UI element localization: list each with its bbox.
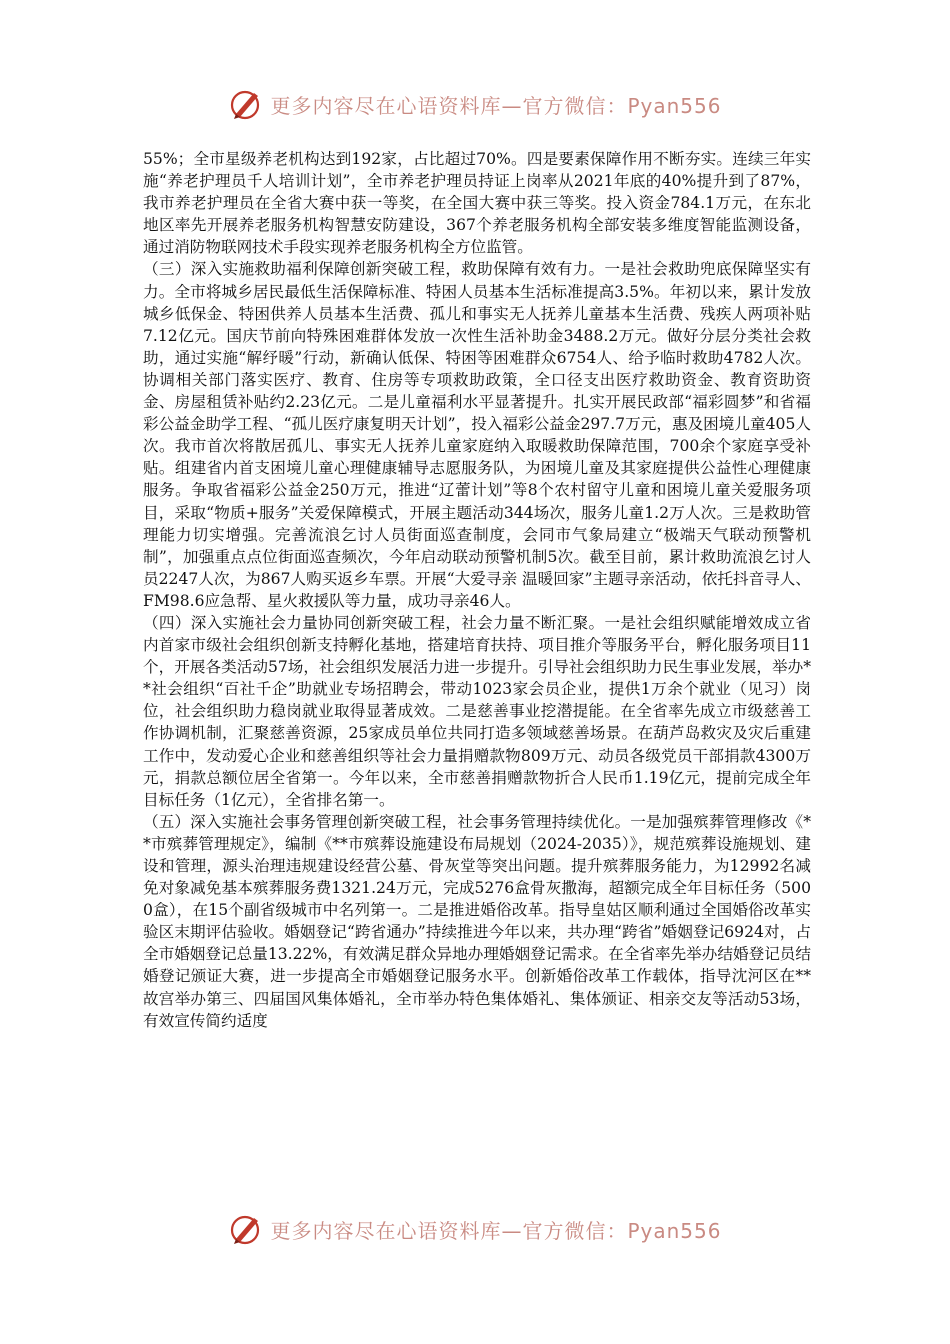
- paragraph-social-forces: （四）深入实施社会力量协同创新突破工程，社会力量不断汇聚。一是社会组织赋能增效成立省内首家市级社会组织创新支持孵化基地，搭建培育扶持、项目推介等服务平台，孵化服务项目11个，开展各类活动57场，社会组织发展活力进一步提升。引导社会组织助力民生事业发展，举办**社会组织“百社千企”助就业专场招聘会，带动1023家会员企业，提供1万余个就业（见习）岗位，社会组织助力稳岗就业取得显著成效。二是慈善事业挖潜提能。在全省率先成立市级慈善工作协调机制，汇聚慈善资源，25家成员单位共同打造多领域慈善场景。在葫芦岛救灾及灾后重建工作中，发动爱心企业和慈善组织等社会力量捐赠款物809万元、动员各级党员干部捐款4300万元，捐款总额位居全省第一。今年以来，全市慈善捐赠款物折合人民币1.19亿元，提前完成全年目标任务（1亿元），全省排名第一。: [143, 613, 811, 809]
- pen-in-circle-logo: [228, 1211, 264, 1247]
- banner-text: 更多内容尽在心语资料库—官方微信：Pyan556: [270, 1218, 722, 1243]
- paragraph-elderly-care: 55%；全市星级养老机构达到192家，占比超过70%。四是要素保障作用不断夯实。连续三年实施“养老护理员千人培训计划”，全市养老护理员持证上岗率从2021年底的40%提升到了87%，我市养老护理员在全省大赛中获一等奖，在全国大赛中获三等奖。投入资金784.1万元，在东北地区率先开展养老服务机构智慧安防建设，367个养老服务机构全部安装多维度智能监测设备，通过消防物联网技术手段实现养老服务机构全方位监管。: [143, 150, 811, 257]
- banner-text: 更多内容尽在心语资料库—官方微信：Pyan556: [270, 93, 722, 118]
- header-banner: [0, 80, 950, 128]
- footer-banner: [0, 1205, 950, 1253]
- paragraph-relief-welfare: （三）深入实施救助福利保障创新突破工程，救助保障有效有力。一是社会救助兜底保障坚实有力。全市将城乡居民最低生活保障标准、特困人员基本生活标准提高3.5%。年初以来，累计发放城乡低保金、特困供养人员基本生活费、孤儿和事实无人抚养儿童基本生活费、残疾人两项补贴7.12亿元。国庆节前向特殊困难群体发放一次性生活补助金3488.2万元。做好分层分类社会救助，通过实施“解纾暖”行动，新确认低保、特困等困难群众6754人、给予临时救助4782人次。协调相关部门落实医疗、教育、住房等专项救助政策，全口径支出医疗救助资金、教育资助资金、房屋租赁补贴约2.23亿元。二是儿童福利水平显著提升。扎实开展民政部“福彩圆梦”和省福彩公益金助学工程、“孤儿医疗康复明天计划”，投入福彩公益金297.7万元，惠及困境儿童405人次。我市首次将散居孤儿、事实无人抚养儿童家庭纳入取暖救助保障范围，700余个家庭享受补贴。组建省内首支困境儿童心理健康辅导志愿服务队，为困境儿童及其家庭提供公益性心理健康服务。争取省福彩公益金250万元，推进“辽蕾计划”等8个农村留守儿童和困境儿童关爱服务项目，采取“物质+服务”关爱保障模式，开展主题活动344场次，服务儿童1.2万人次。三是救助管理能力切实增强。完善流浪乞讨人员街面巡查制度，会同市气象局建立“极端天气联动预警机制”，加强重点点位街面巡查频次，今年启动联动预警机制5次。截至目前，累计救助流浪乞讨人员2247人次，为867人购买返乡车票。开展“大爱寻亲 温暖回家”主题寻亲活动，依托抖音寻人、FM98.6应急帮、星火救援队等力量，成功寻亲46人。: [143, 260, 811, 610]
- paragraph-social-affairs: （五）深入实施社会事务管理创新突破工程，社会事务管理持续优化。一是加强殡葬管理修改《**市殡葬管理规定》，编制《**市殡葬设施建设布局规划（2024-2035）》，规范殡葬设施规划、建设和管理，源头治理违规建设经营公墓、骨灰堂等突出问题。提升殡葬服务能力，为12992名减免对象减免基本殡葬服务费1321.24万元，完成5276盒骨灰撒海，超额完成全年目标任务（5000盒），在15个副省级城市中名列第一。二是推进婚俗改革。指导皇姑区顺利通过全国婚俗改革实验区末期评估验收。婚姻登记“跨省通办”持续推进今年以来，共办理“跨省”婚姻登记6924对，占全市婚姻登记总量13.22%，有效满足群众异地办理婚姻登记需求。在全省率先举办结婚登记员结婚登记颁证大赛，进一步提高全市婚姻登记服务水平。创新婚俗改革工作载体，指导沈河区在**故宫举办第三、四届国风集体婚礼，全市举办特色集体婚礼、集体颁证、相亲交友等活动53场，有效宣传简约适度: [143, 812, 811, 1030]
- pen-in-circle-logo: [228, 86, 264, 122]
- document-body: [143, 148, 811, 1032]
